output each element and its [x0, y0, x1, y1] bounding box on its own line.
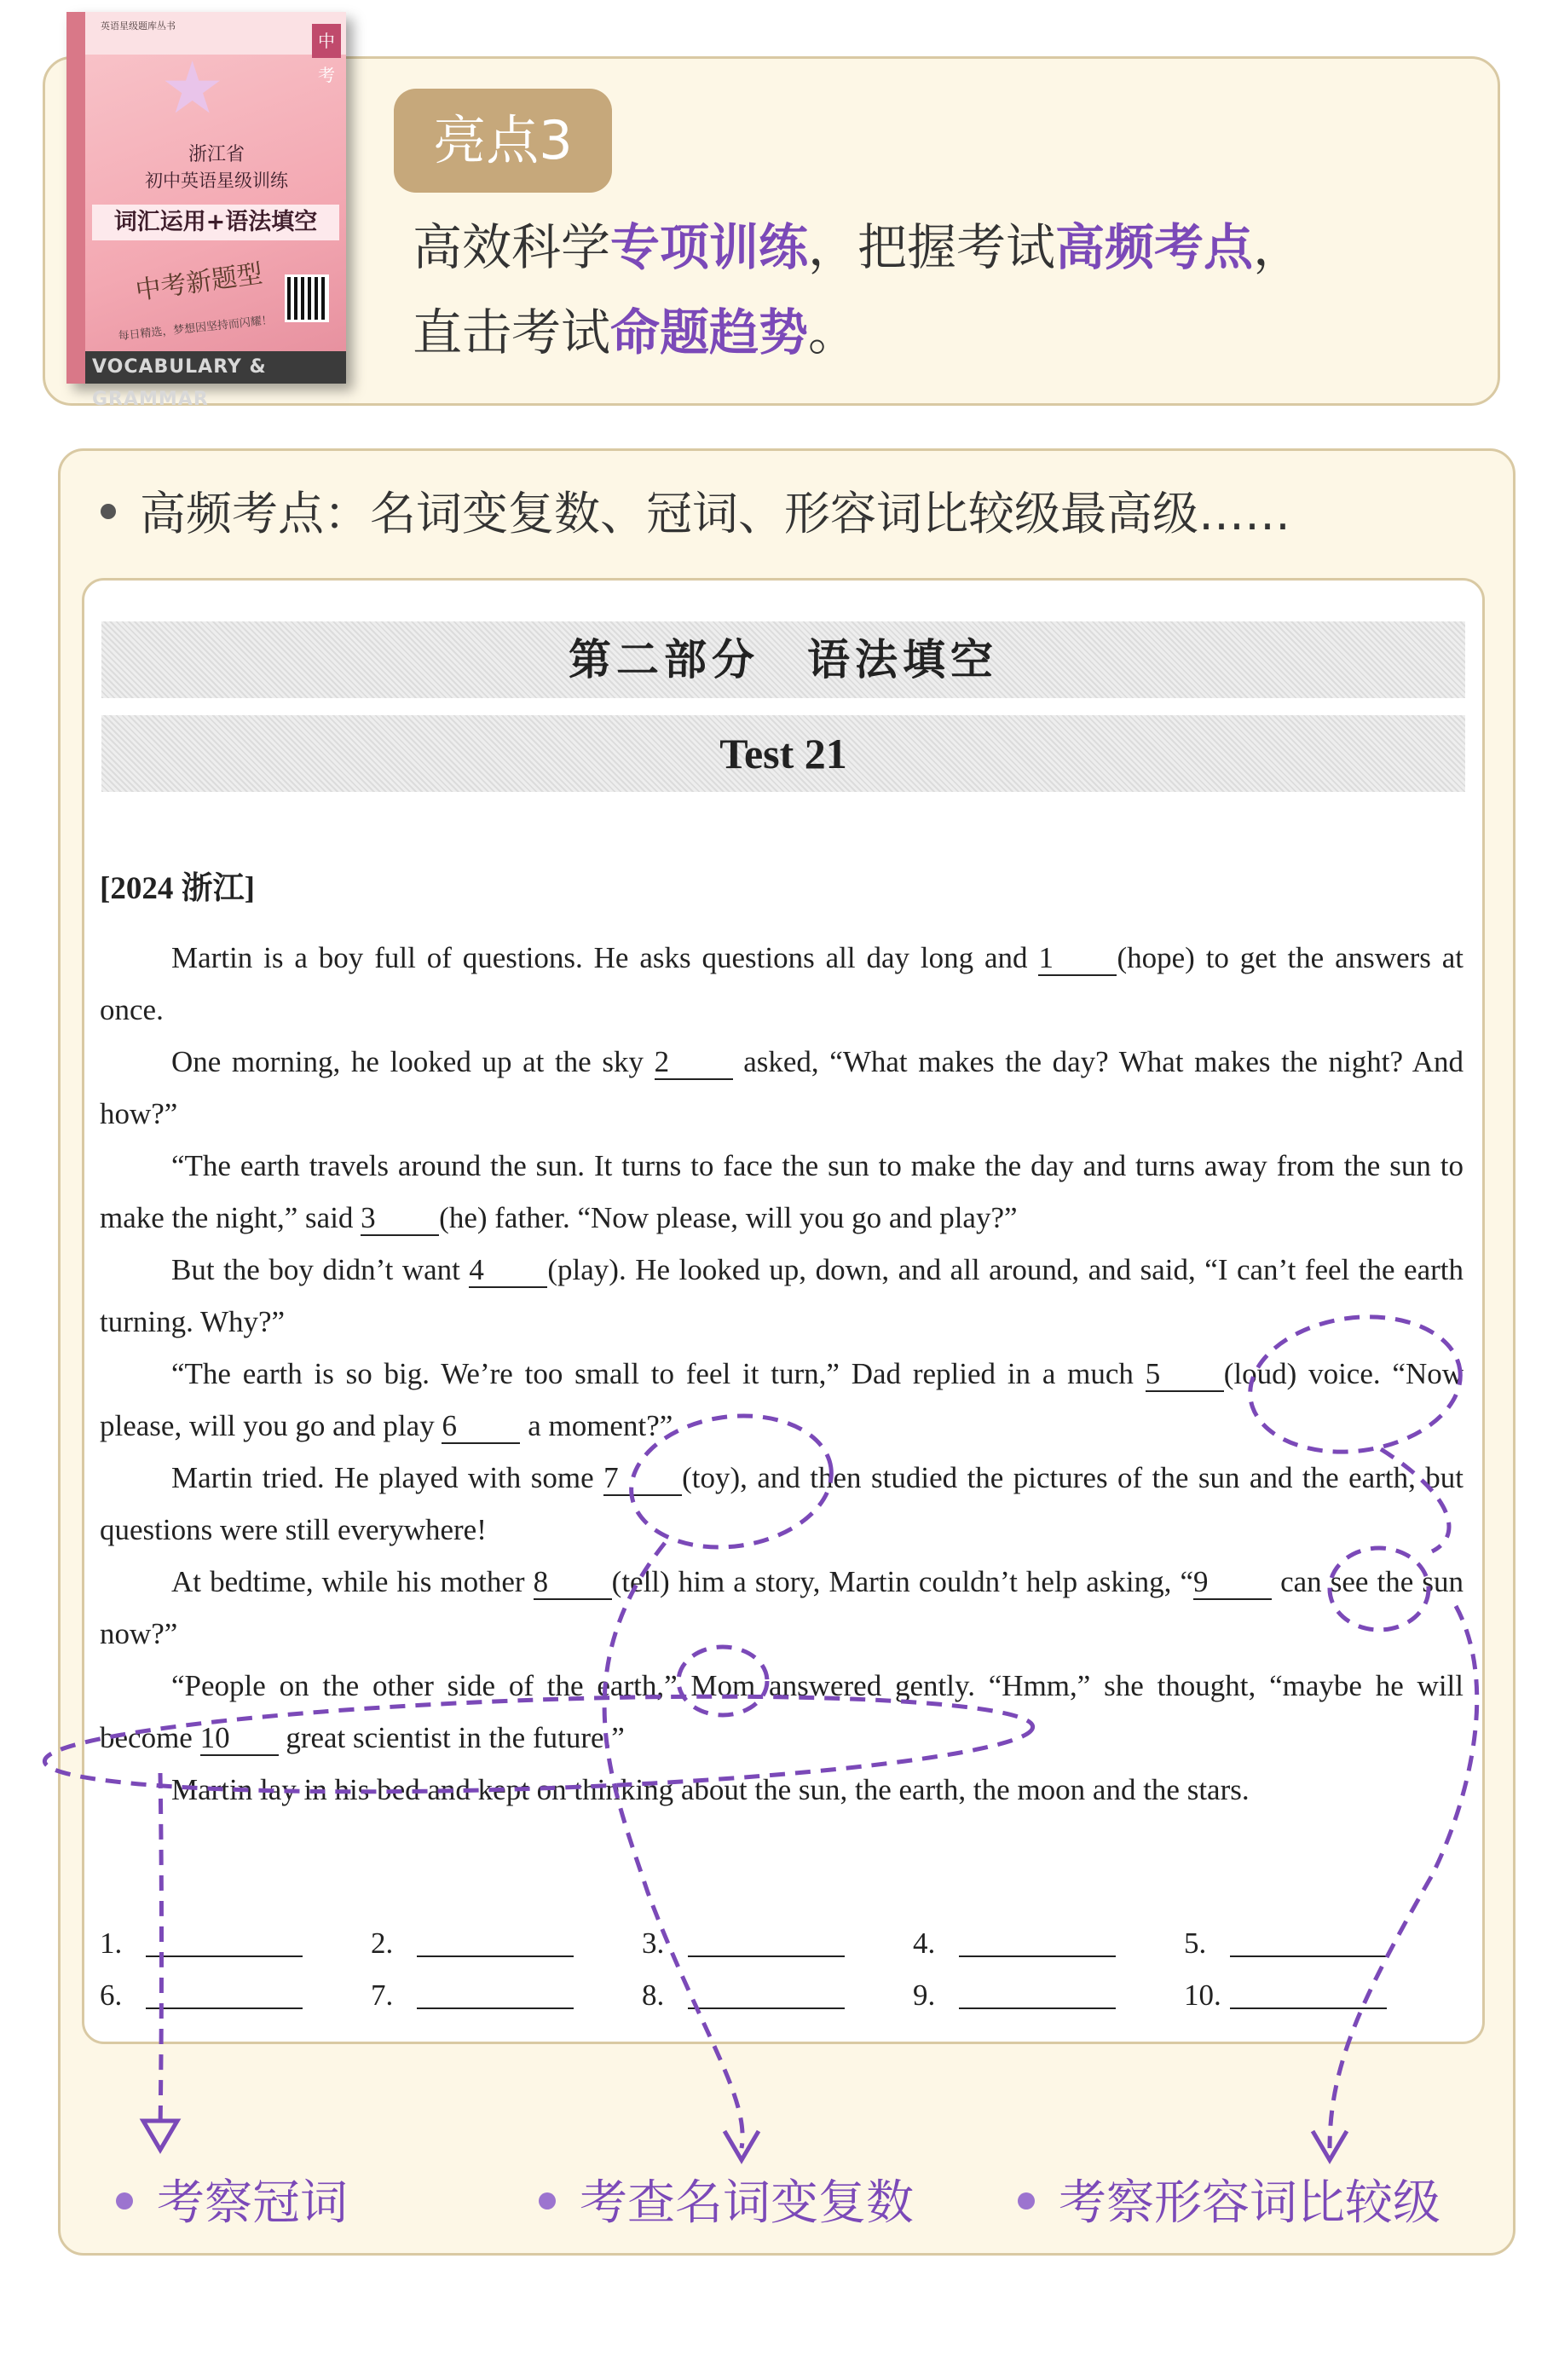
star-icon: ★: [160, 46, 225, 130]
answer-number: 4.: [913, 1926, 936, 1960]
answer-number: 7.: [371, 1978, 394, 2012]
book-province: 浙江省: [188, 144, 245, 165]
book-series: 初中英语星级训练: [145, 170, 288, 191]
passage-text: But the boy didn’t want: [171, 1253, 470, 1286]
book-series-text: 英语星级题库丛书: [101, 20, 176, 32]
answer-number: 10.: [1184, 1978, 1221, 2012]
passage-text: asked, “What makes the day? What makes the night? And how?”: [100, 1045, 1464, 1130]
emphasis-high-frequency: 高频考点: [1055, 218, 1254, 276]
text-segment: ，: [1253, 218, 1303, 276]
arrow-path-comparative: [1330, 1606, 1477, 2148]
passage-text: Martin lay in his bed and kept on thinking about the sun, the earth, the moon and the stars.: [171, 1773, 1250, 1806]
legend-comparative: [1018, 2165, 1440, 2233]
section-title: 第二部分 语法填空: [101, 621, 1465, 698]
blank-number: 9: [1193, 1566, 1272, 1600]
passage-text: “The earth travels around the sun. It turns to face the sun to make the day and turns away from the sun to make the night,” said: [100, 1149, 1464, 1234]
blank-number: 7: [603, 1462, 682, 1496]
legend-article-label: 考察冠词: [157, 2175, 348, 2231]
arrow-path-article: [160, 1773, 162, 2131]
passage-text: (tell) him a story, Martin couldn’t help asking, “: [611, 1565, 1194, 1598]
passage-text: (he) father. “Now please, will you go and play?”: [439, 1201, 1018, 1234]
book-motto: 每日精选，梦想因坚持而闪耀！: [117, 314, 274, 344]
legend-plural: [539, 2165, 914, 2233]
text-segment: 。: [808, 303, 858, 361]
bullet-icon: [1018, 2192, 1035, 2210]
passage-text: great scientist in the future.”: [278, 1721, 625, 1754]
passage-text: (hope) to get the answers at once.: [100, 941, 1464, 1026]
text-segment: 高效科学: [413, 218, 611, 276]
passage-text: One morning, he looked up at the sky: [171, 1045, 655, 1078]
circle-5-loud: [1241, 1304, 1469, 1465]
text-segment: 直击考试: [413, 303, 611, 361]
book-corner-tag: 中考: [312, 24, 341, 58]
answer-number: 1.: [100, 1926, 123, 1960]
blank-number: 4: [469, 1254, 547, 1288]
legend-plural-label: 考查名词变复数: [580, 2175, 914, 2231]
passage-text: (toy), and then studied the pictures of the sun and the earth, but questions were still everywhere!: [100, 1461, 1464, 1546]
passage-text: At bedtime, while his mother: [171, 1565, 534, 1598]
emphasis-trend: 命题趋势: [610, 303, 809, 361]
passage-text: Martin tried. He played with some: [171, 1461, 604, 1494]
answer-number: 9.: [913, 1978, 936, 2012]
passage-text: “The earth is so big. We’re too small to feel it turn,” Dad replied in a much: [171, 1357, 1146, 1390]
answer-number: 8.: [642, 1978, 665, 2012]
blank-number: 2: [655, 1046, 733, 1080]
passage-text: a moment?”: [520, 1409, 673, 1442]
passage-text: (play). He looked up, down, and all around, and said, “I can’t feel the earth turning. Why?”: [100, 1253, 1464, 1338]
legend-comparative-label: 考察形容词比较级: [1059, 2175, 1440, 2231]
circle-7-toy: [623, 1403, 840, 1559]
book-title: 词汇运用+语法填空: [92, 205, 339, 240]
answer-number: 5.: [1184, 1926, 1207, 1960]
blank-number: 3: [361, 1202, 439, 1236]
passage-text: (loud) voice. “Now please, will you go and play: [100, 1357, 1464, 1442]
blank-number: 8: [534, 1566, 612, 1600]
highlight-badge: 亮点3: [394, 89, 612, 193]
blank-number: 6: [442, 1410, 520, 1444]
bullet-icon: [116, 2192, 133, 2210]
book-footer: VOCABULARY & GRAMMAR: [85, 351, 346, 384]
answer-number: 6.: [100, 1978, 123, 2012]
source-label: [2024 浙江]: [100, 871, 255, 906]
answer-number: 3.: [642, 1926, 665, 1960]
text-segment: ，把握考试: [808, 218, 1056, 276]
circle-6: [678, 1647, 767, 1715]
book-slogan: 中考新题型: [133, 258, 265, 307]
passage-text: Martin is a boy full of questions. He asks questions all day long and: [171, 941, 1039, 974]
bullet-icon: [539, 2192, 556, 2210]
passage-text: can see the sun now?”: [100, 1565, 1464, 1650]
circle-asking: [1330, 1548, 1429, 1630]
passage-text: “People on the other side of the earth,” Mom answered gently. “Hmm,” she thought, “maybe he will become: [100, 1669, 1464, 1754]
key-points-text: 高频考点：名词变复数、冠词、形容词比较级最高级……: [140, 487, 1290, 540]
arrowhead-article: [143, 2121, 177, 2150]
circle-10-article: [43, 1683, 1035, 1805]
emphasis-special-training: 专项训练: [610, 218, 809, 276]
blank-number: 10: [200, 1722, 279, 1756]
blank-number: 5: [1146, 1358, 1224, 1392]
answer-number: 2.: [371, 1926, 394, 1960]
legend-article: [116, 2165, 348, 2233]
arrow-path-comparative-2: [1381, 1449, 1449, 1551]
arrow-path-plural: [604, 1543, 742, 2148]
blank-number: 1: [1038, 942, 1117, 976]
test-title: Test 21: [101, 715, 1465, 792]
